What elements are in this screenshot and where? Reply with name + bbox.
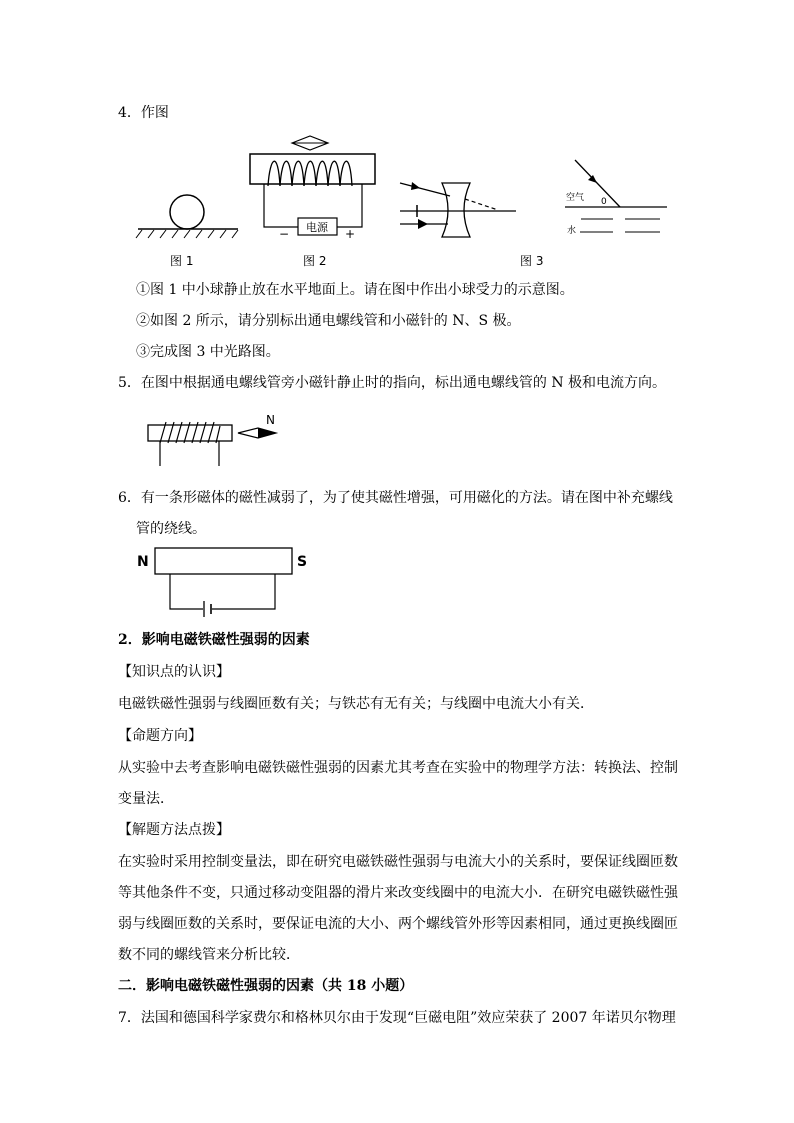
method-line-4: 数不同的螺线管来分析比较． xyxy=(118,947,300,963)
method-header: 【解题方法点拨】 xyxy=(118,822,230,838)
question-5-text: 5．在图中根据通电螺线管旁小磁针静止时的指向，标出通电螺线管的 N 极和电流方向。 xyxy=(118,375,667,391)
water-label: 水 xyxy=(567,226,577,236)
needle-n-label: N xyxy=(266,413,275,427)
question-4-item-1: ①图 1 中小球静止放在水平地面上。请在图中作出小球受力的示意图。 xyxy=(136,282,574,298)
method-line-1: 在实验时采用控制变量法，即在研究电磁铁磁性强弱与电流大小的关系时，要保证线圈匝数 xyxy=(118,854,678,870)
north-pole-label: N xyxy=(137,554,149,570)
south-pole-label: S xyxy=(297,554,308,570)
knowledge-header: 【知识点的认识】 xyxy=(118,664,230,680)
question-4-item-3: ③完成图 3 中光路图。 xyxy=(136,344,280,360)
question-7-line-1: 7．法国和德国科学家费尔和格林贝尔由于发现“巨磁电阻”效应荣获了 2007 年诺贝尔物理 xyxy=(118,1010,676,1026)
question-4-item-2: ②如图 2 所示，请分别标出通电螺线管和小磁针的 N、S 极。 xyxy=(136,313,521,329)
method-line-2: 等其他条件不变，只通过移动变阻器的滑片来改变线圈中的电流大小．在研究电磁铁磁性强 xyxy=(118,885,678,901)
power-supply-label: 电源 xyxy=(306,221,328,234)
figure-2-caption: 图 2 xyxy=(303,254,327,268)
question-6-line-2: 管的绕线。 xyxy=(136,521,206,537)
plus-sign: + xyxy=(344,227,356,241)
method-line-3: 弱与线圈匝数的关系时，要保证电流的大小、两个螺线管外形等因素相同，通过更换线圈匝 xyxy=(118,916,678,932)
direction-line-1: 从实验中去考查影响电磁铁磁性强弱的因素尤其考查在实验中的物理学方法：转换法、控制 xyxy=(118,760,678,776)
figure-1-caption: 图 1 xyxy=(170,254,194,268)
direction-header: 【命题方向】 xyxy=(118,728,202,744)
figure-3-caption: 图 3 xyxy=(520,254,544,268)
wire-left xyxy=(170,574,203,609)
section-2-title: 2．影响电磁铁磁性强弱的因素 xyxy=(118,632,310,648)
part-2-title: 二．影响电磁铁磁性强弱的因素（共 18 小题） xyxy=(118,978,414,994)
knowledge-text: 电磁铁磁性强弱与线圈匝数有关；与铁芯有无有关；与线圈中电流大小有关． xyxy=(118,696,594,712)
question-6-line-1: 6．有一条形磁体的磁性减弱了，为了使其磁性增强，可用磁化的方法。请在图中补充螺线 xyxy=(118,490,673,506)
direction-line-2: 变量法． xyxy=(118,791,174,807)
wire-right xyxy=(212,574,275,609)
question-4-heading: 4．作图 xyxy=(118,105,169,121)
angle-label: 0 xyxy=(601,197,607,207)
minus-sign: − xyxy=(278,227,290,241)
air-label: 空气 xyxy=(566,193,585,203)
bar-magnet xyxy=(155,548,292,574)
